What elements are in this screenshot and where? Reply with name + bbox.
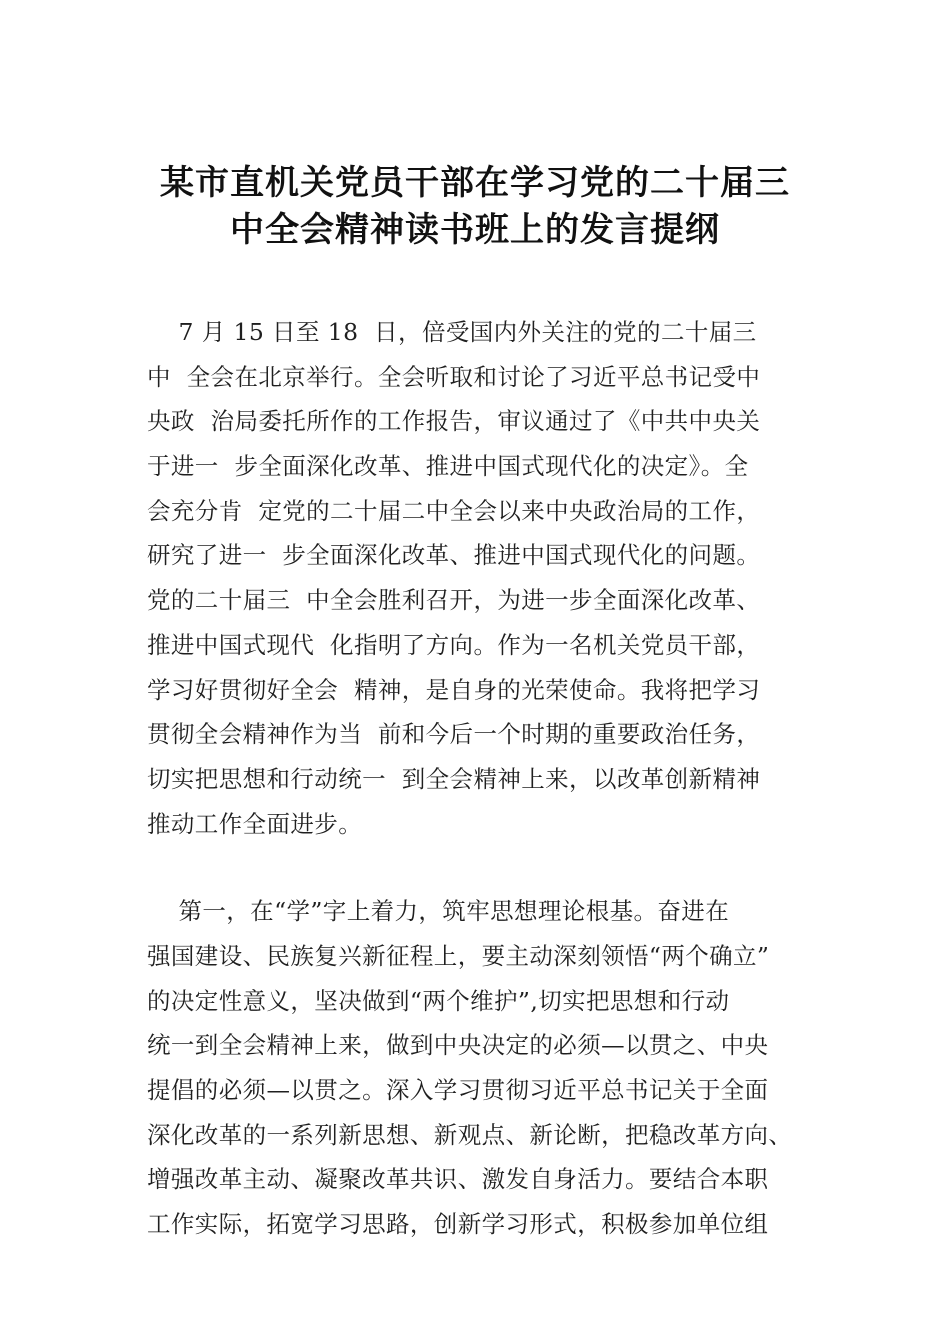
- paragraph-line: 党的二十届三 中全会胜利召开，为进一步全面深化改革、: [147, 586, 761, 615]
- paragraph-line: 中 全会在北京举行。全会听取和讨论了习近平总书记受中: [147, 362, 761, 391]
- paragraph-line: 会充分肯 定党的二十届二中全会以来中央政治局的工作，: [147, 496, 761, 525]
- paragraph-line: 深化改革的一系列新思想、新观点、新论断，把稳改革方向、: [147, 1120, 793, 1149]
- paragraph-line: 的决定性意义，坚决做到“两个维护”,切实把思想和行动: [147, 986, 730, 1015]
- paragraph-line: 强国建设、民族复兴新征程上，要主动深刻领悟“两个确立”: [147, 941, 770, 970]
- paragraph-line: 提倡的必须—以贯之。深入学习贯彻习近平总书记关于全面: [147, 1076, 769, 1104]
- paragraph-2: [147, 889, 817, 1247]
- document-title: [0, 160, 950, 254]
- paragraph-line: 贯彻全会精神作为当 前和今后一个时期的重要政治任务，: [147, 720, 761, 749]
- paragraph-line: 学习好贯彻好全会 精神，是自身的光荣使命。我将把学习: [147, 675, 761, 704]
- paragraph-line: 研究了进一 步全面深化改革、推进中国式现代化的问题。: [147, 541, 761, 570]
- paragraph-line: 增强改革主动、凝聚改革共识、激发自身活力。要结合本职: [147, 1165, 769, 1194]
- paragraph-line: 于进一 步全面深化改革、推进中国式现代化的决定》。全: [147, 452, 749, 481]
- paragraph-line: 7 月 15 日至 18 日，倍受国内外关注的党的二十届三: [147, 318, 757, 346]
- paragraph-line: 央政 治局委托所作的工作报告，审议通过了《中共中央关: [147, 407, 761, 436]
- paragraph-line: 工作实际，拓宽学习思路，创新学习形式，积极参加单位组: [147, 1210, 769, 1239]
- paragraph-line: 第一，在“学”字上着力，筑牢思想理论根基。奋进在: [147, 897, 730, 926]
- title-line-2: 中全会精神读书班上的发言提纲: [230, 210, 720, 250]
- document-body: [147, 310, 817, 1247]
- title-line-1: 某市直机关党员干部在学习党的二十届三: [160, 163, 790, 203]
- paragraph-line: 推进中国式现代 化指明了方向。作为一名机关党员干部，: [147, 630, 761, 659]
- paragraph-line: 切实把思想和行动统一 到全会精神上来，以改革创新精神: [147, 764, 761, 793]
- paragraph-line: 统一到全会精神上来，做到中央决定的必须—以贯之、中央: [147, 1031, 769, 1060]
- paragraph-line: 推动工作全面进步。: [147, 809, 363, 838]
- paragraph-1: [147, 310, 817, 846]
